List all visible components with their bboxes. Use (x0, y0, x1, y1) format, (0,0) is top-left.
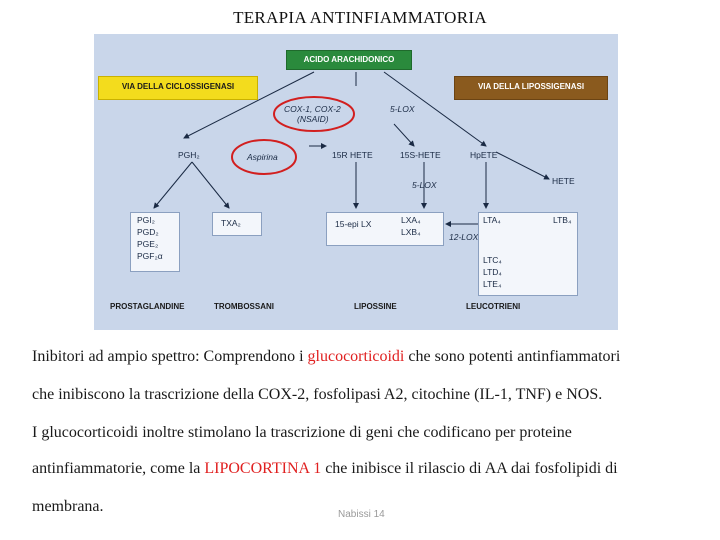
glucocorticoidi-highlight: glucocorticoidi (307, 348, 405, 365)
body-line-4 (32, 460, 618, 478)
body-line-3: I glucocorticoidi inoltre stimolano la trascrizione di geni che codificano per proteine (32, 424, 572, 441)
body-line-4-b: che inibisce il rilascio di AA dai fosfolipidi di (321, 460, 618, 477)
aspirina-label: Aspirina (247, 152, 278, 162)
body-line-1-b: che sono potenti antinfiammatori (404, 348, 621, 365)
page-title: TERAPIA ANTINFIAMMATORIA (233, 8, 487, 27)
ltd4-label: LTD₄ (483, 267, 502, 277)
pgd2-label: PGD₂ (137, 227, 159, 237)
five-lox-top-label: 5-LOX (390, 104, 415, 114)
ltc4-label: LTC₄ (483, 255, 502, 265)
txa2-label: TXA₂ (221, 218, 241, 228)
category-prostaglandine: PROSTAGLANDINE (110, 302, 185, 311)
prostaglandine-box (130, 212, 180, 272)
lta4-label: LTA₄ (483, 215, 501, 225)
12-lox-label: 12-LOX (449, 232, 479, 242)
epi-lx-label: 15-epi LX (335, 219, 372, 229)
leucotrieni-box (478, 212, 578, 296)
nsaid-label: (NSAID) (297, 114, 329, 124)
category-lipossine: LIPOSSINE (354, 302, 397, 311)
via-ciclossigenasi-box: VIA DELLA CICLOSSIGENASI (98, 76, 258, 100)
lipocortina-highlight: LIPOCORTINA 1 (204, 460, 322, 477)
lxa4-label: LXA₄ (401, 215, 421, 225)
five-lox-mid-label: 5-LOX (412, 180, 437, 190)
pgi2-label: PGI₂ (137, 215, 155, 225)
15s-hete-label: 15S-HETE (400, 150, 441, 160)
acido-arachidonico-box: ACIDO ARACHIDONICO (286, 50, 412, 70)
footer-page-label: Nabissi 14 (338, 509, 385, 520)
pgf2a-label: PGF₂α (137, 251, 163, 261)
lte4-label: LTE₄ (483, 279, 502, 289)
body-line-1 (32, 348, 620, 366)
arachidonic-acid-pathway-diagram (94, 34, 618, 330)
ltb4-label: LTB₄ (553, 215, 572, 225)
lxb4-label: LXB₄ (401, 227, 421, 237)
hete-label: HETE (552, 176, 575, 186)
category-leucotrieni: LEUCOTRIENI (466, 302, 521, 311)
pgh2-label: PGH₂ (178, 150, 200, 160)
txa2-box (212, 212, 262, 236)
body-line-4-a: antinfiammatorie, come la (32, 460, 205, 477)
cox-label: COX-1, COX-2 (284, 104, 341, 114)
lipossine-box (326, 212, 444, 246)
category-trombossani: TROMBOSSANI (214, 302, 274, 311)
pge2-label: PGE₂ (137, 239, 159, 249)
body-line-1-a: Inibitori ad ampio spettro: Comprendono i (32, 348, 308, 365)
body-line-5: membrana. (32, 498, 104, 515)
15r-hete-label: 15R HETE (332, 150, 373, 160)
hpete-label: HpETE (470, 150, 498, 160)
body-line-2: che inibiscono la trascrizione della COX-2, fosfolipasi A2, citochine (IL-1, TNF) e NOS. (32, 386, 603, 403)
via-lipossigenasi-box: VIA DELLA LIPOSSIGENASI (454, 76, 608, 100)
